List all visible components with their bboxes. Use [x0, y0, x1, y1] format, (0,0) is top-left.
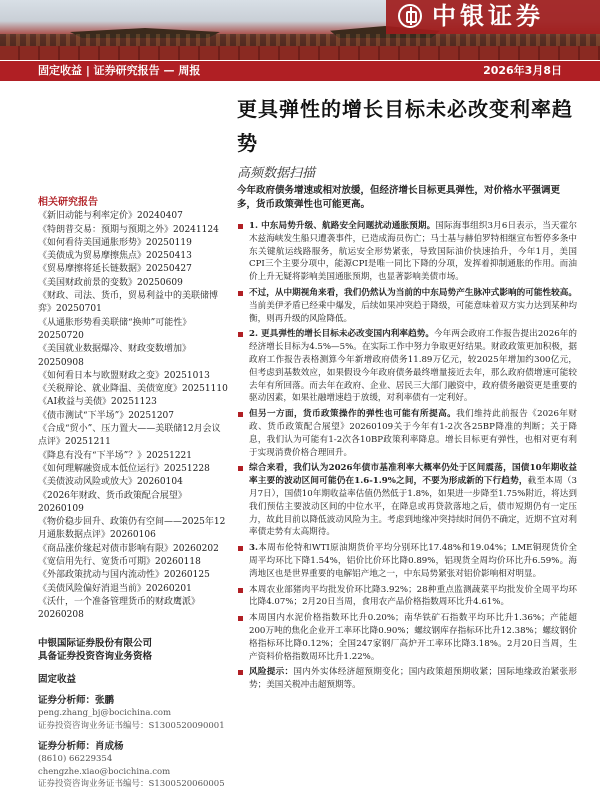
roofline [0, 34, 600, 46]
paragraph-lead: 3. [249, 543, 258, 554]
body-paragraph [237, 584, 577, 610]
related-report-item[interactable]: 《物价稳步回升、政策仍有空间——2025年12月通胀数据点评》20260106 [38, 517, 226, 541]
report-header-bar [0, 61, 600, 81]
analyst-label: 证券分析师： [38, 741, 96, 753]
report-subtitle: 高频数据扫描 [237, 166, 316, 181]
body-paragraph [237, 408, 577, 459]
org-block [38, 637, 228, 663]
intro-summary: 今年政府债务增速或相对放缓，但经济增长目标更具弹性，对价格水平强调更多，货币政策弹性也可能更高。 [237, 185, 561, 210]
header-banner [0, 0, 600, 60]
analyst-name: 肖成杨 [95, 741, 124, 753]
related-report-item[interactable]: 《美债成为贸易摩擦焦点》20250413 [38, 251, 192, 262]
related-report-item[interactable]: 《外部政策扰动与国内流动性》20260125 [38, 570, 210, 581]
paragraph-text: 截至本周（3月7日），国债10年期收益率估值仍然低于1.8%，如果进一步降至1.75%附近，将达到我们预估主要波动区间的中位水平，在降息或再贷款落地之后，债市短期仍有一定压力，故此目前以降低波动风险为主。考虑到地缘冲突持续时间仍不确定，近期不宜对利率债走势有太高期待。 [249, 476, 578, 538]
related-report-item[interactable]: 《美国就业数据爆冷、财政变数增加》20250908 [38, 344, 192, 368]
sidebar [38, 196, 228, 791]
report-title: 更具弹性的增长目标未必改变利率趋势 [237, 97, 573, 155]
analyst-cert: 证券投资咨询业务证书编号：S1300520090001 [38, 720, 225, 731]
related-report-item[interactable]: 《特朗普交易：预期与预期之外》20241124 [38, 224, 219, 235]
paragraph-text: 本周布伦特和WTI原油期货价平均分别环比17.48%和19.04%；LME铜现货价全周平均环比下降1.54%，铝价比价环比降0.89%，铝现货全周均价环比升6.59%。海湾地区也是世界重要的电解铝产地之一，中东局势紧张对铝价影响相对明显。 [249, 543, 577, 579]
related-report-item[interactable]: 《如何看待美国通胀形势》20250119 [38, 237, 192, 248]
analyst-1 [38, 694, 228, 707]
paragraph-text: 国际海事组织3月6日表示，当天霍尔木兹海峡发生船只遭袭事件，已造成海员伤亡；马士基与赫伯罗特相继宣布暂停多条中东关键航运线路服务，航运安全形势紧张，导致国际油价快速抬升，今年1月，美国CPI三个主要分项中，能源CPI是唯一同比下降的分项，发挥着抑制通胀的作用。而油价上升无疑将影响美国通胀预期，也显著影响美债市场。 [249, 221, 578, 283]
body-paragraph [237, 287, 577, 325]
related-report-item[interactable]: 《降息有没有“下半场”？》20251221 [38, 450, 193, 461]
paragraph-lead: 但另一方面，货币政策操作的弹性也可能有所提高。 [249, 409, 457, 420]
related-reports-heading: 相关研究报告 [38, 197, 98, 208]
analyst-cert: 证券投资咨询业务证书编号：S1300520060005 [38, 779, 225, 790]
related-report-item[interactable]: 《美国财政前景的变数》20250609 [38, 277, 183, 288]
paragraph-lead: 综合来看，我们认为2026年债市基准利率大概率仍处于区间震荡，国债10年期收益率主要的波动区间可能仍在1.6-1.9%之间，不要为形成新的下行趋势， [249, 463, 577, 487]
paragraph-text: 当前美伊矛盾已经乘中爆发，后续如果冲突趋于降级，可能意味着双方实力达到某种均衡，则再升级的风险降低。 [249, 300, 577, 324]
related-report-item[interactable]: 《关税辩论、就业降温、美债宽度》20251110 [38, 384, 228, 395]
related-report-item[interactable]: 《美债波动风险或放大》20260104 [38, 477, 183, 488]
related-report-item[interactable]: 《2026年财政、货币政策配合展望》20260109 [38, 490, 187, 514]
related-report-item[interactable]: 《商品涨价缘起对债市影响有限》20260202 [38, 543, 219, 554]
paragraph-text: 今年两会政府工作报告提出2026年的经济增长目标为4.5%—5%。在实际工作中努力争取更好结果。财政政策更加积极，据政府工作报告表格测算今年新增政府债务11.89万亿元，较2025年增加约300亿元，但考虑到基数效应，如果假设今年政府债务最终增量接近去年，那么政府债增速可能较去年有所回落。而去年在政府、企业、居民三大部门融资中，政府债务融资更是重要的驱动因素，如果社融增速趋于放缓，对利率债有一定利好。 [249, 329, 578, 404]
paragraph-text: 我们维持此前报告《2026年财政、货币政策配合展望》20260109关于今年有1-2次各25BP降准的判断；关于降息，我们认为可能有1-2次各10BP政策利率降息。增长目标更有弹性，也相对更有利于实现消费价格合理回升。 [249, 409, 577, 458]
report-body [237, 220, 577, 695]
related-report-item[interactable]: 《如何理解融资成本低位运行》20251228 [38, 463, 210, 474]
related-report-item[interactable]: 《财政、司法、货币，贸易利益中的美联储博弈》20250701 [38, 291, 219, 315]
related-report-item[interactable]: 《AI救益与美债》20251123 [38, 397, 157, 408]
body-paragraph [237, 328, 577, 405]
body-paragraph [237, 612, 577, 663]
org-name: 中银国际证券股份有限公司 [38, 637, 153, 649]
bank-logo-icon [398, 4, 422, 28]
body-paragraph [237, 462, 577, 539]
related-report-item[interactable]: 《新旧动能与利率定价》20240407 [38, 211, 183, 222]
related-report-item[interactable]: 《沃什，一个准备管理货币的财政鹰派》20260208 [38, 596, 201, 621]
paragraph-text: 国内外实体经济超预期变化；国内政策超预期收紧；国际地缘政治紧张形势；美国关税冲击超预期等。 [249, 667, 577, 691]
paragraph-lead: 2. 更具弹性的增长目标未必改变国内利率趋势。 [249, 329, 435, 340]
body-paragraph [237, 666, 577, 692]
body-paragraph [237, 542, 577, 580]
report-date: 2026年3月8日 [483, 64, 562, 77]
paragraph-lead: 风险提示： [249, 667, 294, 678]
related-report-item[interactable]: 《宽信用先行、宽货币可期》20260118 [38, 557, 201, 568]
analyst-label: 证券分析师： [38, 694, 96, 706]
paragraph-text: 本周农业部猪肉平均批发价环比降3.92%；28种重点监测蔬菜平均批发价全周平均环比降4.07%；2月20日当周，食用农产品价格指数周环比升4.61%。 [249, 584, 577, 608]
body-paragraph [237, 220, 577, 284]
brand-name: 中银证券 [432, 2, 544, 30]
org-qualification: 具备证券投资咨询业务资格 [38, 650, 153, 662]
analyst-email[interactable]: chengzhe.xiao@bocichina.com [38, 766, 171, 777]
analyst-name: 张鹏 [95, 694, 115, 706]
sector-label: 固定收益 [38, 673, 77, 685]
analyst-2 [38, 740, 228, 753]
related-reports-list [38, 210, 228, 622]
related-report-item[interactable]: 《贸易摩擦将延长链数据》20250427 [38, 264, 192, 275]
analyst-phone: (8610) 66229354 [38, 754, 113, 765]
related-report-item[interactable]: 《债市测试“下半场”》20251207 [38, 410, 175, 421]
related-report-item[interactable]: 《从通胀形势看美联储“换帅”可能性》20250720 [38, 317, 192, 341]
paragraph-lead: 不过，从中期视角来看，我们仍然认为当前的中东局势产生脉冲式影响的可能性较高。 [249, 287, 577, 298]
related-report-item[interactable]: 《美债风险偏好消退当前》20260201 [38, 583, 192, 594]
related-report-item[interactable]: 《合成“贸小”、压力置大——美联储12月会议点评》20251211 [38, 424, 221, 448]
report-category: 固定收益 | 证券研究报告 — 周报 [38, 64, 201, 77]
paragraph-lead: 1. 中东局势升级、航路安全问题扰动通胀预期。 [249, 221, 436, 231]
palace-wall [0, 46, 600, 60]
related-report-item[interactable]: 《如何看日本与欧盟财政之变》20251013 [38, 370, 210, 381]
analyst-email[interactable]: peng.zhang_bj@bocichina.com [38, 708, 172, 719]
paragraph-text: 本周国内水泥价格指数环比升0.20%；南华铁矿石指数平均环比升1.36%；产能超200万吨的焦化企业开工率环比降0.90%；螺纹钢库存指标环比升12.38%；螺纹钢价格指标环比降0.12%；全国247家钢厂高炉开工率环比降3.18%。2月20日当周，生产资料价格指数周环比升1.22%。 [249, 613, 577, 662]
